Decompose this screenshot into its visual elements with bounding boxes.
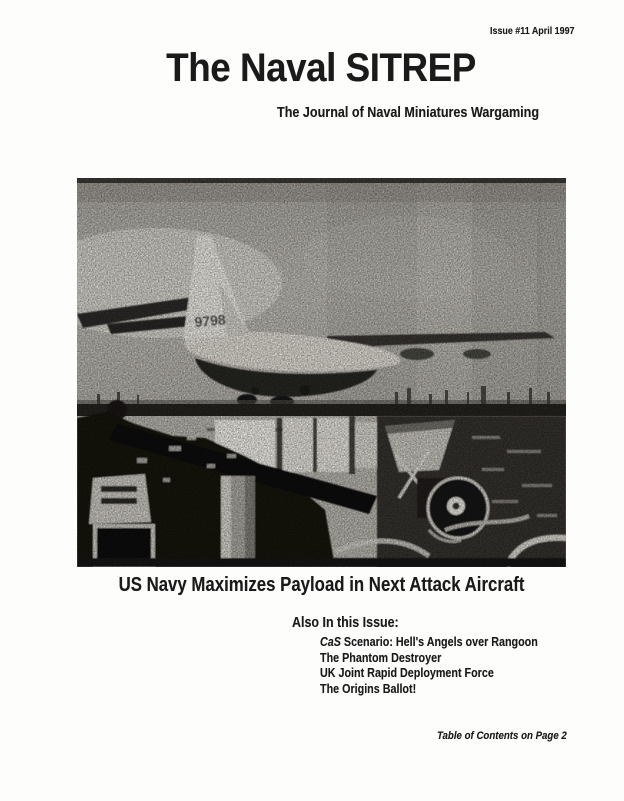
cover-photo (77, 178, 566, 567)
toc-item: UK Joint Rapid Deployment Force (320, 666, 494, 680)
also-in-this-issue (292, 615, 573, 697)
cover-photo-illustration (77, 178, 566, 567)
subtitle: The Journal of Naval Miniatures Wargaming (277, 104, 540, 121)
footer-note: Table of Contents on Page 2 (437, 730, 567, 742)
also-items (320, 635, 538, 697)
toc-item: The Phantom Destroyer (320, 650, 442, 665)
scan-grain-overlay (77, 178, 566, 567)
page-title: The Naval SITREP (166, 46, 476, 90)
issue-date: Issue #11 April 1997 (490, 25, 575, 37)
also-heading: Also In this Issue: (292, 615, 399, 631)
photo-caption: US Navy Maximizes Payload in Next Attack Aircraft (118, 574, 525, 596)
toc-item: CaS Scenario: Hell's Angels over Rangoon (320, 635, 538, 649)
toc-item: The Origins Ballot! (320, 681, 417, 696)
